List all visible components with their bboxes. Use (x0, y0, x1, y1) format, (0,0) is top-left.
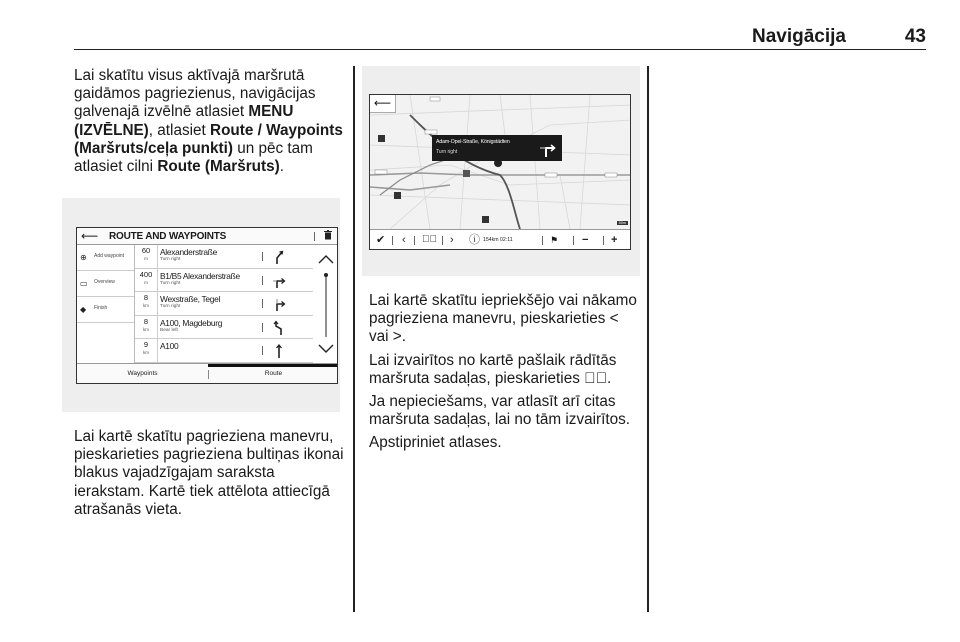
map-screenshot (362, 66, 640, 276)
rw-title: ROUTE AND WAYPOINTS (109, 231, 227, 242)
column2-paragraph1: Lai kartē skatītu iepriekšējo vai nākamo pagrieziena manevru, pieskarieties < vai >. (369, 292, 637, 346)
page-title: Navigācija (752, 26, 846, 47)
tab-waypoints[interactable]: Waypoints (127, 370, 158, 377)
flag-icon[interactable]: ⚑ (550, 235, 559, 245)
banner-turn: Turn right (436, 149, 458, 155)
back-arrow-icon[interactable]: ⟵ (81, 229, 99, 243)
overview-icon: ▭ (80, 279, 88, 288)
list-item[interactable]: 400 m B1/B5 Alexanderstraße Turn right (135, 269, 313, 293)
previous-chevron-icon[interactable]: ‹ (402, 234, 406, 246)
active-tab-indicator (208, 364, 338, 367)
column-divider-left (353, 66, 355, 612)
info-icon[interactable]: ⓘ (469, 234, 480, 246)
page-header (74, 26, 926, 50)
column1-paragraph2: Lai kartē skatītu pagrieziena manevru, pieskarieties pagrieziena bultiņas ikonai blakus vajadzīgajam saraksta ierakstam. Kartē tiek attēlota attiecīgā atrašanās vieta. (74, 428, 344, 518)
column-divider-right (647, 66, 649, 612)
scroll-up-icon (319, 256, 333, 263)
trash-icon[interactable] (324, 230, 332, 243)
bear-left-arrow-icon[interactable] (271, 320, 287, 336)
list-item[interactable]: 8 km Wexstraße, Tegel Turn right (135, 292, 313, 316)
finish-flag-icon: ◆ (80, 305, 87, 314)
column2-paragraph4: Apstipriniet atlases. (369, 434, 502, 452)
rw-title-separator (314, 232, 315, 241)
map-screen (369, 94, 631, 250)
column2-paragraph3: Ja nepieciešams, var atlasīt arī citas maršruta sadaļas, lai no tām izvairītos. (369, 393, 630, 429)
overview-item[interactable]: ▭ Overview (77, 271, 134, 297)
plus-circle-icon: ⊕ (80, 253, 87, 262)
confirm-check-icon[interactable]: ✔ (376, 234, 386, 246)
rw-tab-bar (77, 363, 337, 384)
add-waypoint-item[interactable]: ⊕ Add waypoint (77, 245, 134, 271)
page-number: 43 (904, 26, 926, 47)
turn-right-arrow-icon[interactable] (271, 273, 287, 289)
zoom-out-icon[interactable]: − (582, 234, 589, 246)
avoid-section-icon[interactable]: ⟨⃥ (422, 234, 437, 245)
turn-banner (432, 135, 562, 161)
list-item[interactable]: 9 km A100 (135, 339, 313, 363)
zoom-in-icon[interactable]: + (611, 234, 618, 246)
keep-right-arrow-icon[interactable] (271, 249, 287, 265)
tab-route[interactable]: Route (264, 370, 283, 377)
rw-left-menu (77, 245, 135, 363)
column2-paragraph2: Lai izvairītos no kartē pašlaik rādītās maršruta sadaļas, pieskarieties ⟨⃥. (369, 351, 617, 387)
rw-title-bar (77, 228, 337, 245)
map-toolbar (370, 229, 630, 250)
column2-text (369, 292, 639, 458)
rw-scrollbar[interactable] (313, 245, 338, 363)
turn-right-arrow-icon[interactable] (271, 296, 287, 312)
scroll-down-icon (319, 345, 333, 352)
map-view[interactable] (370, 95, 630, 229)
back-arrow-icon[interactable]: ⟵ (370, 95, 396, 113)
banner-street: Adam-Opel-Straße, Königstädten (436, 139, 510, 145)
straight-arrow-icon[interactable] (271, 343, 287, 359)
route-eta: 154km 02:11 (483, 237, 513, 243)
rw-route-list (135, 245, 313, 363)
route-waypoints-screen (76, 227, 338, 384)
turn-right-arrow-icon (538, 138, 558, 158)
route-waypoints-screenshot (62, 198, 340, 412)
next-chevron-icon[interactable]: › (450, 234, 454, 246)
finish-item[interactable]: ◆ Finish (77, 297, 134, 323)
list-item[interactable]: 60 m Alexanderstraße Turn right (135, 245, 313, 269)
column1-paragraph1: Lai skatītu visus aktīvajā maršrutā gaidāmos pagriezienus, navigācijas galvenajā izvēlnē atlasiet MENU (IZVĒLNE), atlasiet Route / Waypoints (Maršruts/ceļa punkti) un pēc tam atlasiet cilni Route (Maršruts). (74, 67, 343, 176)
map-scale: 50m (618, 221, 626, 225)
list-item[interactable]: 8 km A100, Magdeburg Bear left (135, 316, 313, 340)
